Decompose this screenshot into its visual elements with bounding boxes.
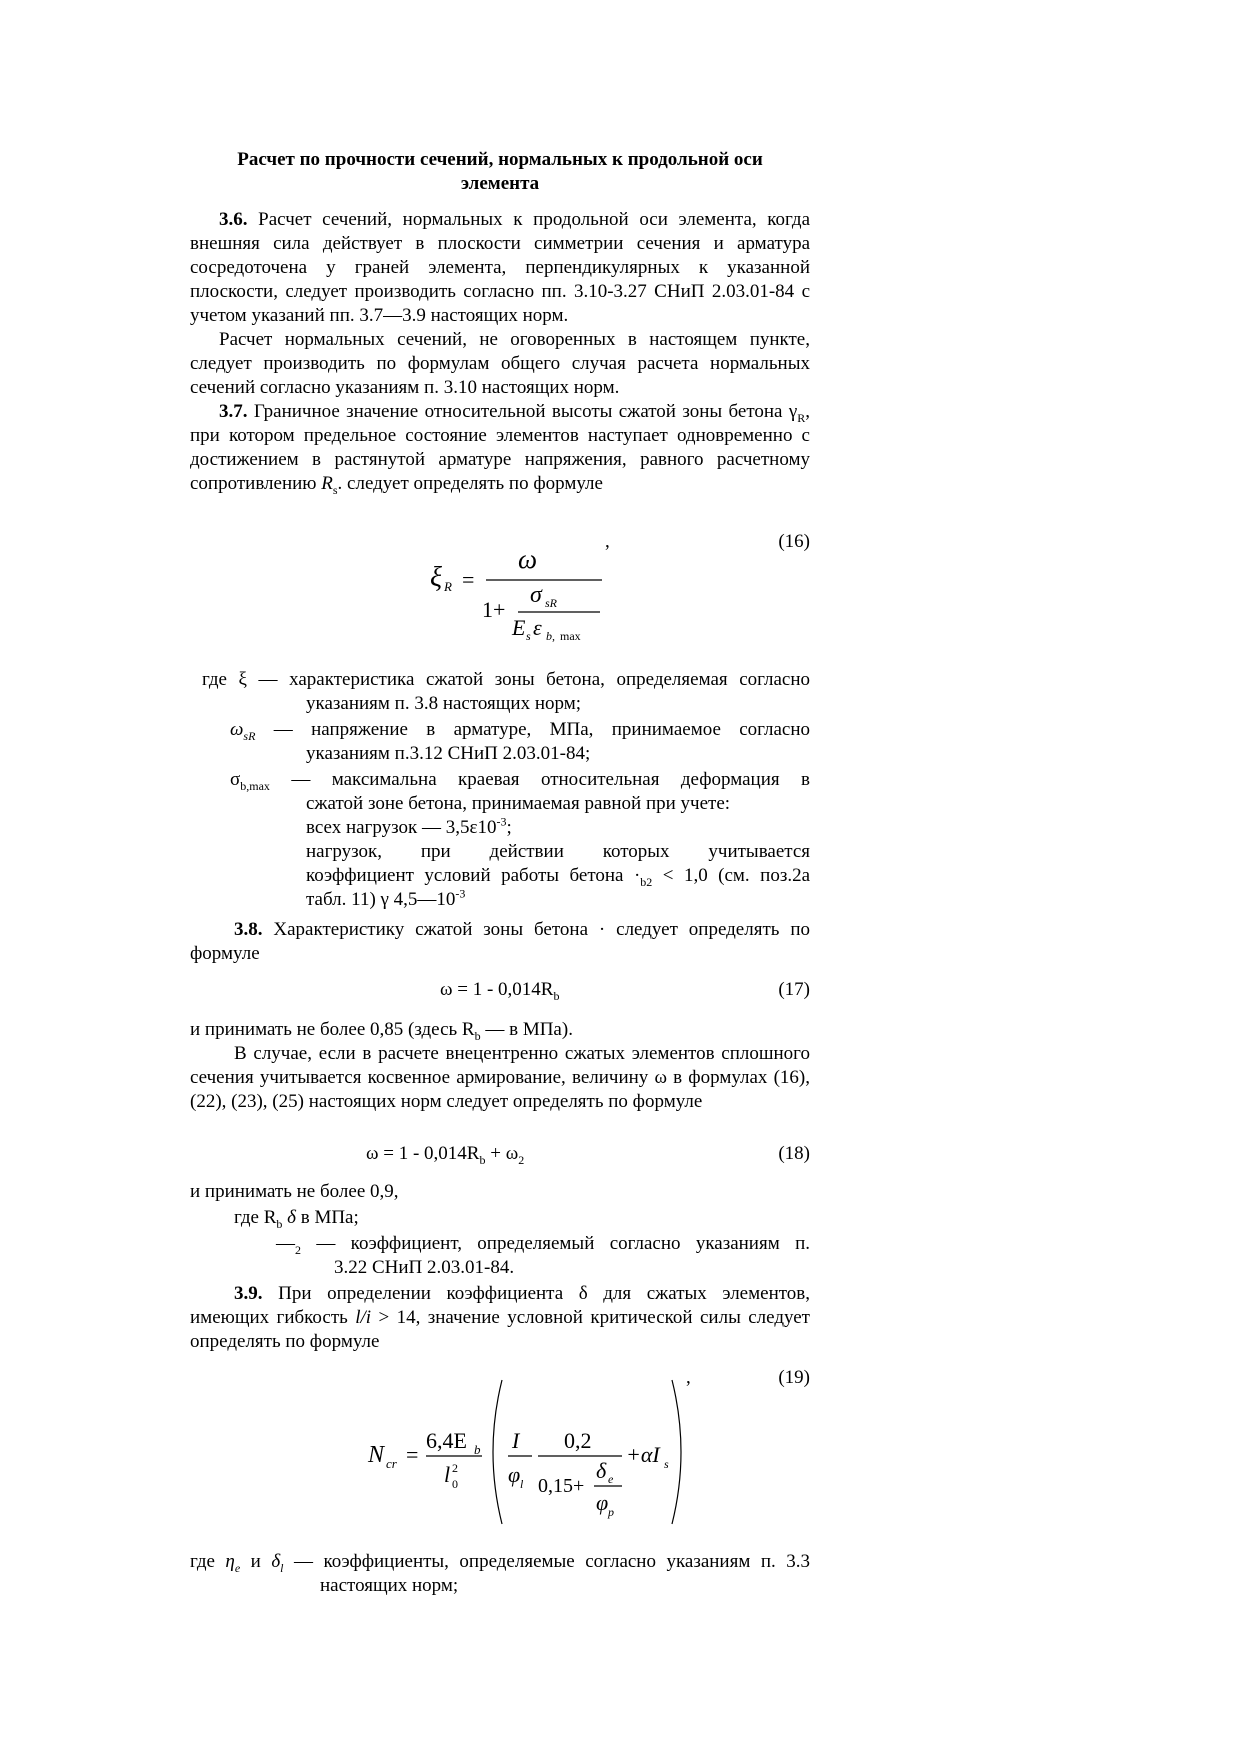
paragraph-3-6b-text: Расчет нормальных сечений, не оговоренных в настоящем пункте, следует производить по формулам общего случая расчета нормальных сечений согласно указаниям п. 3.10 настоящих норм. xyxy=(190,329,810,398)
paragraph-3-8b-sub: b xyxy=(474,1028,481,1043)
slenderness-symbol: l/i xyxy=(355,1307,372,1328)
omega2-sub: 2 xyxy=(295,1242,301,1257)
eta-e-sub: e xyxy=(234,1560,241,1575)
eq19-equals: = xyxy=(406,1442,419,1467)
eq18-text-a: ω = 1 - 0,014R xyxy=(366,1143,480,1164)
eq17-number: (17) xyxy=(778,979,810,1000)
eq19-plus-alpha: +αI xyxy=(626,1442,660,1467)
rs-subscript: s xyxy=(332,482,338,497)
where16-line1: где ξ — характеристика сжатой зоны бетона, определяемая согласно xyxy=(202,669,810,690)
gamma-b2-sub: b2 xyxy=(640,874,653,889)
clause-number-3-9: 3.9. xyxy=(234,1283,263,1304)
eq19-N-sub: cr xyxy=(386,1456,397,1471)
eq16-xi-sub: R xyxy=(444,579,452,594)
paragraph-3-8b-text-b: — в МПа). xyxy=(480,1019,573,1040)
where16-omega-line2: указаниям п.3.12 СНиП 2.03.01-84; xyxy=(306,743,591,764)
where18-sub: b xyxy=(276,1216,283,1231)
where16-sigma-line2: сжатой зоне бетона, принимаемая равной при учете: xyxy=(306,793,731,814)
eq16-max: max xyxy=(560,629,581,643)
eq19-left-paren xyxy=(493,1380,502,1524)
eta-e-symbol: η xyxy=(225,1551,235,1572)
where16-sigma-line5 xyxy=(306,864,810,888)
eq16-sigma-sub: sR xyxy=(545,596,557,610)
eq19-number: (19) xyxy=(778,1367,810,1388)
paragraph-3-8d: и принимать не более 0,9, xyxy=(190,1181,399,1202)
paragraph-3-9 xyxy=(190,1282,810,1354)
where18-line3: 3.22 СНиП 2.03.01-84. xyxy=(334,1257,515,1278)
eq16-epsilon-sub: b, xyxy=(546,629,555,643)
eq19-N: N xyxy=(368,1442,385,1468)
section-title xyxy=(190,148,810,196)
all-loads-end: ; xyxy=(506,817,512,838)
eq16-one-plus: 1+ xyxy=(482,597,506,622)
where16-sigma-line3 xyxy=(306,816,512,840)
paragraph-3-9-text-b: > 14, значение условной критической силы следует определять по формуле xyxy=(190,1307,810,1352)
where16-omega-line xyxy=(230,718,810,742)
paragraph-3-6-text: Расчет сечений, нормальных к продольной оси элемента, когда внешняя сила действует в плоскости симметрии сечения и арматура сосредоточена у граней элемента, перпендикулярных к указанной плоскости, следует производить согласно пп. 3.10-3.27 СНиП 2.03.01-84 с учетом указаний пп. 3.7—3.9 настоящих норм. xyxy=(190,209,810,326)
omega-sr-subscript: sR xyxy=(243,728,256,743)
eq16-omega: ω xyxy=(518,544,538,574)
rs-symbol: R xyxy=(321,473,333,494)
where19-line1 xyxy=(190,1550,810,1574)
eq19-right-paren xyxy=(672,1380,681,1524)
eq16-equals: = xyxy=(462,567,475,592)
paragraph-3-7-text-b: , при котором предельное состояние элементов наступает одновременно с достижением в растянутой арматуре напряжения, равного расчетному сопротивлению xyxy=(190,401,810,494)
omega2-symbol: — xyxy=(276,1233,295,1254)
delta-l-sub: l xyxy=(280,1560,284,1575)
where16-sigma-line4: нагрузок, при действии которых учитывается xyxy=(306,841,810,862)
formula-19 xyxy=(366,1372,696,1532)
eq16-xi: ξ xyxy=(430,562,442,593)
eq18-sub2: 2 xyxy=(518,1152,525,1167)
where18-text-b: — коэффициент, определяемый согласно указаниям п. xyxy=(301,1233,810,1254)
paragraph-3-7-text-a: Граничное значение относительной высоты сжатой зоны бетона γ xyxy=(253,401,798,422)
gamma-b2-text-b: < 1,0 (см. поз.2а xyxy=(652,865,811,886)
eq18-text-b: + ω xyxy=(485,1143,519,1164)
eq17-text: ω = 1 - 0,014R xyxy=(440,979,554,1000)
all-loads-exp: -3 xyxy=(496,814,507,829)
where16-sigma-text: — максимальна краевая относительная деформация в xyxy=(291,769,810,790)
paragraph-3-6 xyxy=(190,208,810,328)
table11-exp: -3 xyxy=(455,886,466,901)
where18-line2 xyxy=(276,1232,810,1256)
eq19-l-sub: 0 xyxy=(452,1477,458,1491)
where16-line2: указаниям п. 3.8 настоящих норм; xyxy=(306,693,582,714)
formula-16 xyxy=(430,540,610,650)
eq19-comma: , xyxy=(686,1367,691,1388)
eq18-number: (18) xyxy=(778,1143,810,1164)
eq19-phi-p: φ xyxy=(596,1490,609,1515)
paragraph-3-8c: В случае, если в расчете внецентренно сжатых элементов сплошного сечения учитывается косвенное армирование, величину ω в формулах (16), (22), (23), (25) настоящих норм следует определять по формуле xyxy=(190,1043,810,1112)
eq19-phi-sub: l xyxy=(520,1477,524,1491)
eq19-phi: φ xyxy=(508,1462,521,1487)
eq19-l-sup: 2 xyxy=(452,1461,458,1475)
paragraph-3-8b xyxy=(190,1018,573,1042)
where16-sigma-line xyxy=(230,768,810,792)
paragraph-3-7-text-c: . следует определять по формуле xyxy=(337,473,603,494)
where19-and: и xyxy=(240,1551,272,1572)
omega-sr-symbol: ω xyxy=(230,719,244,740)
where18-text-a: где R xyxy=(234,1207,277,1228)
formula-18 xyxy=(366,1142,524,1166)
eq19-coef-sub: b xyxy=(474,1442,481,1457)
where19-text-b: — коэффициенты, определяемые согласно указаниям п. 3.3 xyxy=(283,1551,810,1572)
eq19-I: I xyxy=(512,1428,520,1453)
eq19-c015: 0,15+ xyxy=(538,1475,585,1497)
paragraph-3-8b-text-a: и принимать не более 0,85 (здесь R xyxy=(190,1019,475,1040)
eq17-sub: b xyxy=(553,988,560,1003)
section-title-line2: элемента xyxy=(460,173,540,194)
clause-number-3-6: 3.6. xyxy=(219,209,248,230)
where16-sigma-line6 xyxy=(306,888,465,912)
sigma-bmax-subscript: b,max xyxy=(240,778,270,793)
eq16-comma: , xyxy=(605,531,610,552)
eq19-delta-sub: e xyxy=(608,1472,614,1486)
where18-line1 xyxy=(234,1206,359,1230)
sigma-bmax-symbol: σ xyxy=(230,769,241,790)
paragraph-3-8 xyxy=(190,918,810,966)
where18-delta: δ xyxy=(282,1207,296,1228)
eq19-phi-p-sub: p xyxy=(608,1505,614,1519)
section-title-line1: Расчет по прочности сечений, нормальных к продольной оси xyxy=(237,149,763,170)
delta-l-symbol: δ xyxy=(271,1551,281,1572)
clause-number-3-7: 3.7. xyxy=(219,401,248,422)
paragraph-3-7 xyxy=(190,400,810,496)
eq19-coef: 6,4E xyxy=(426,1428,467,1453)
gamma-r-subscript: R xyxy=(797,410,806,425)
paragraph-3-9-text-a: При определении коэффициента δ для сжатых элементов, имеющих гибкость xyxy=(190,1283,811,1328)
where19-text-a: где xyxy=(190,1551,226,1572)
eq19-l: l xyxy=(444,1462,451,1487)
where19-line2: настоящих норм; xyxy=(320,1575,459,1596)
formula-17 xyxy=(440,978,559,1002)
eq19-Is-sub: s xyxy=(664,1457,669,1471)
eq16-E: E xyxy=(512,615,526,640)
paragraph-3-8-text: Характеристику сжатой зоны бетона · следует определять по формуле xyxy=(190,919,810,964)
eq16-number: (16) xyxy=(778,531,810,552)
eq16-epsilon: ε xyxy=(533,615,542,640)
eq18-sub: b xyxy=(479,1152,486,1167)
all-loads-text: всех нагрузок — 3,5ε10 xyxy=(306,817,497,838)
where18-text-c: в МПа; xyxy=(295,1207,359,1228)
paragraph-3-6b xyxy=(190,328,810,400)
gamma-b2-text: коэффициент условий работы бетона · xyxy=(306,865,641,886)
table11-text: табл. 11) γ 4,5—10 xyxy=(306,889,456,910)
eq16-E-sub: s xyxy=(526,629,531,643)
eq16-sigma: σ xyxy=(530,582,542,608)
clause-number-3-8: 3.8. xyxy=(234,919,263,940)
eq19-delta: δ xyxy=(596,1458,607,1483)
eq19-c02: 0,2 xyxy=(564,1428,592,1453)
where16-omega-text: — напряжение в арматуре, МПа, принимаемое согласно xyxy=(273,719,810,740)
